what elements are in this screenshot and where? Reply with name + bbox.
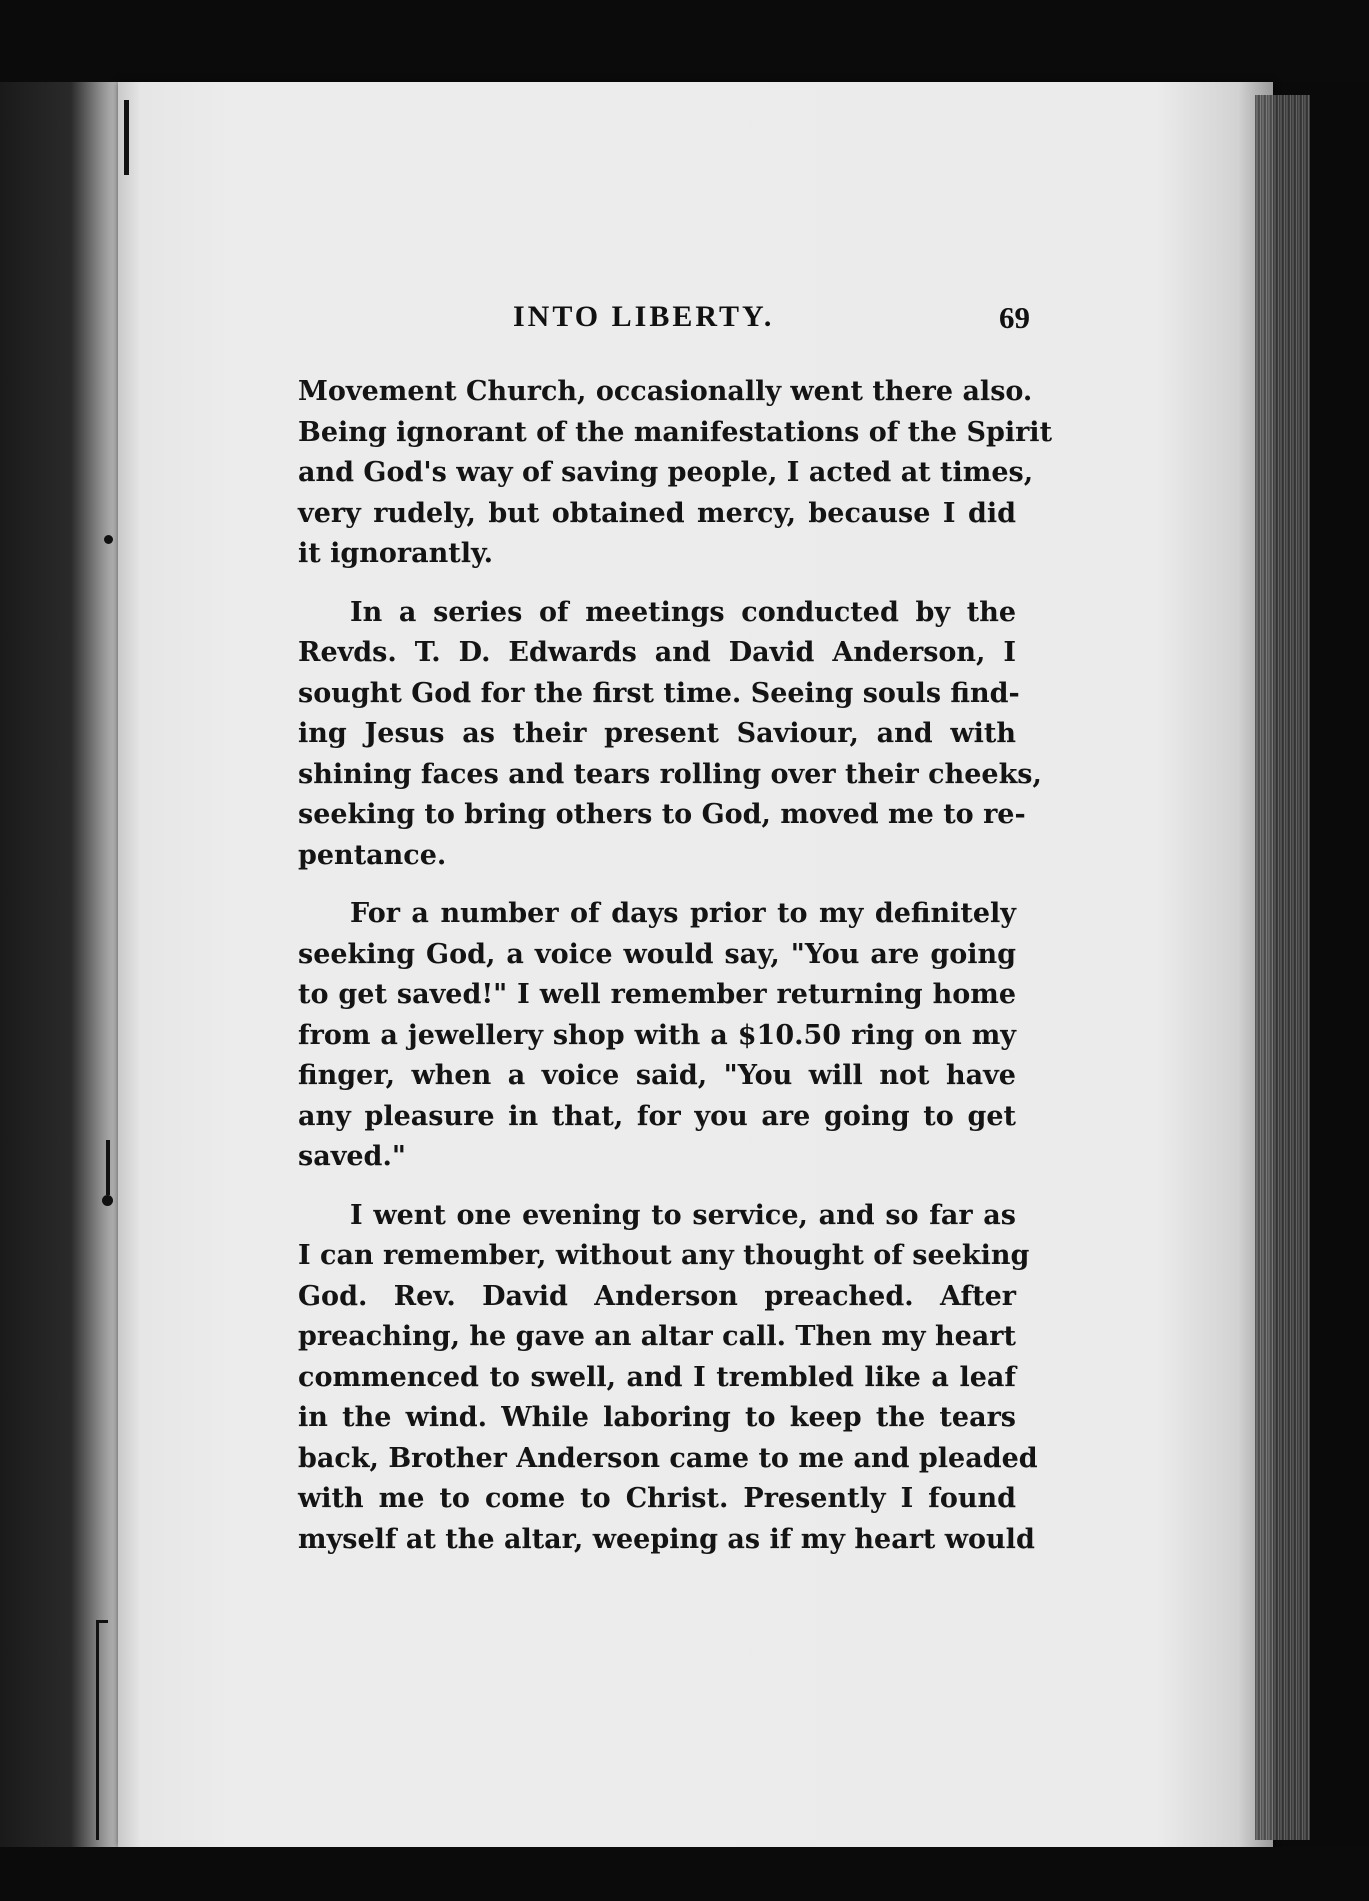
text-line: I can remember, without any thought of seeking [298,1240,1030,1271]
gutter-mark [96,1620,108,1623]
page-number: 69 [999,300,1030,335]
text-line: pentance. [298,839,447,871]
text-line: back, Brother Anderson came to me and pleaded [298,1442,1038,1474]
facing-page-edge [0,82,118,1847]
paragraph [298,372,1053,575]
gutter-mark [102,1195,113,1206]
text-line: with me to come to Christ. Presently I found [298,1483,1016,1514]
scan-top-border [0,0,1369,82]
gutter-mark [104,535,113,544]
text-line: For a number of days prior to my definitely [350,898,1016,929]
text-line: from a jewellery shop with a $10.50 ring on my [298,1019,1016,1051]
gutter-mark [96,1620,99,1840]
paragraph [298,1196,1038,1561]
running-head [310,300,1030,350]
paragraph [298,593,1042,877]
text-line: to get saved!" I well remember returning home [298,979,1016,1010]
gutter-mark [124,100,129,175]
text-line: In a series of meetings conducted by the [350,596,1016,628]
text-line: sought God for the first time. Seeing souls find- [298,677,1020,709]
page-stack-edge [1255,95,1310,1840]
text-line: preaching, he gave an altar call. Then my heart [298,1321,1016,1352]
text-line: seeking God, a voice would say, "You are going [298,938,1016,970]
text-line: shining faces and tears rolling over their cheeks, [298,758,1042,790]
text-line: Being ignorant of the manifestations of the Spirit [298,416,1053,448]
text-line: seeking to bring others to God, moved me to re- [298,799,1026,830]
paragraph [298,894,1016,1178]
text-line: ing Jesus as their present Saviour, and with [298,718,1016,749]
text-line: Movement Church, occasionally went there also. [298,376,1033,407]
text-line: commenced to swell, and I trembled like a leaf [298,1361,1016,1393]
text-line: myself at the altar, weeping as if my heart would [298,1523,1035,1555]
gutter-mark [106,1140,110,1195]
scan-bottom-border [0,1847,1369,1901]
body-text [298,372,1053,1578]
text-line: any pleasure in that, for you are going to get [298,1100,1016,1132]
text-line: saved." [298,1141,406,1172]
running-title: INTO LIBERTY. [513,300,775,333]
text-line: Revds. T. D. Edwards and David Anderson, I [298,637,1016,668]
text-line: God. Rev. David Anderson preached. After [298,1280,1016,1312]
text-line: finger, when a voice said, "You will not have [298,1060,1016,1091]
text-line: and God's way of saving people, I acted at times, [298,457,1034,488]
text-line: very rudely, but obtained mercy, because I did [298,497,1016,529]
text-line: I went one evening to service, and so far as [350,1199,1016,1231]
text-line: in the wind. While laboring to keep the tears [298,1402,1016,1433]
text-line: it ignorantly. [298,538,493,569]
